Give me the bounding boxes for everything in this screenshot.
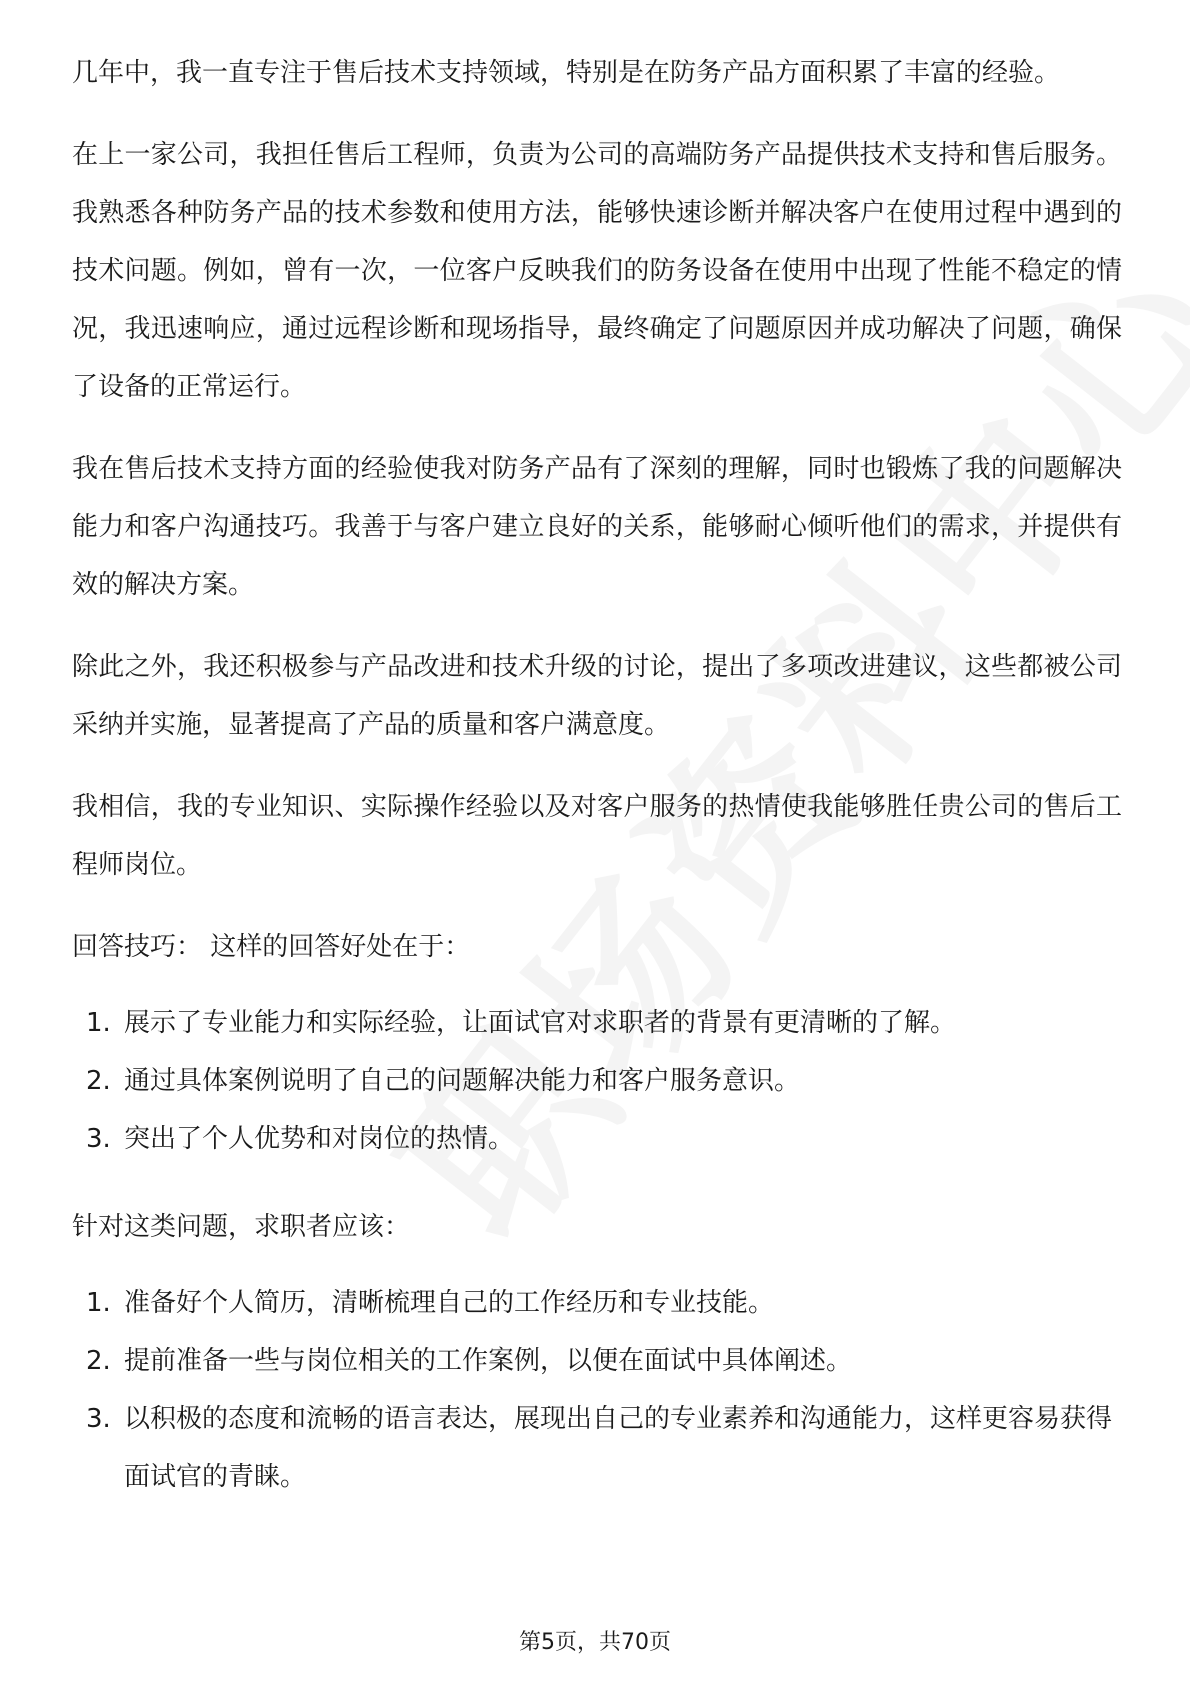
paragraph-2: 在上一家公司，我担任售后工程师，负责为公司的高端防务产品提供技术支持和售后服务。我熟悉各种防务产品的技术参数和使用方法，能够快速诊断并解决客户在使用过程中遇到的技术问题。例如，曾有一次，一位客户反映我们的防务设备在使用中出现了性能不稳定的情况，我迅速响应，通过远程诊断和现场指导，最终确定了问题原因并成功解决了问题，确保了设备的正常运行。: [72, 140, 1122, 402]
list-number: 1.: [86, 1288, 111, 1318]
tips-list: [72, 994, 1122, 1168]
list-number: 1.: [86, 1008, 111, 1038]
list-text: 通过具体案例说明了自己的问题解决能力和客户服务意识。: [124, 1066, 801, 1096]
advice-heading: 针对这类问题，求职者应该：: [72, 1212, 411, 1242]
list-number: 3.: [86, 1124, 111, 1154]
list-text: 准备好个人简历，清晰梳理自己的工作经历和专业技能。: [124, 1288, 775, 1318]
list-number: 3.: [86, 1404, 111, 1434]
list-item: [72, 1110, 1122, 1168]
list-text: 以积极的态度和流畅的语言表达，展现出自己的专业素养和沟通能力，这样更容易获得面试官的青睐。: [124, 1404, 1113, 1492]
page-number-footer: 第5页，共70页: [519, 1630, 671, 1655]
list-number: 2.: [86, 1346, 111, 1376]
list-text: 展示了专业能力和实际经验，让面试官对求职者的背景有更清晰的了解。: [124, 1008, 957, 1038]
list-text: 突出了个人优势和对岗位的热情。: [124, 1124, 515, 1154]
list-number: 2.: [86, 1066, 111, 1096]
paragraph-5: 我相信，我的专业知识、实际操作经验以及对客户服务的热情使我能够胜任贵公司的售后工程师岗位。: [72, 792, 1122, 880]
list-item: [72, 1274, 1122, 1332]
list-text: 提前准备一些与岗位相关的工作案例，以便在面试中具体阐述。: [124, 1346, 853, 1376]
tips-heading: 回答技巧： 这样的回答好处在于：: [72, 932, 471, 962]
list-item: [72, 1332, 1122, 1390]
paragraph-3: 我在售后技术支持方面的经验使我对防务产品有了深刻的理解，同时也锻炼了我的问题解决能力和客户沟通技巧。我善于与客户建立良好的关系，能够耐心倾听他们的需求，并提供有效的解决方案。: [72, 454, 1122, 600]
document-page: [72, 44, 1122, 1536]
paragraph-1: 几年中，我一直专注于售后技术支持领域，特别是在防务产品方面积累了丰富的经验。: [72, 58, 1061, 88]
list-item: [72, 1052, 1122, 1110]
list-item: [72, 1390, 1122, 1506]
advice-list: [72, 1274, 1122, 1506]
paragraph-4: 除此之外，我还积极参与产品改进和技术升级的讨论，提出了多项改进建议，这些都被公司采纳并实施，显著提高了产品的质量和客户满意度。: [72, 652, 1122, 740]
list-item: [72, 994, 1122, 1052]
